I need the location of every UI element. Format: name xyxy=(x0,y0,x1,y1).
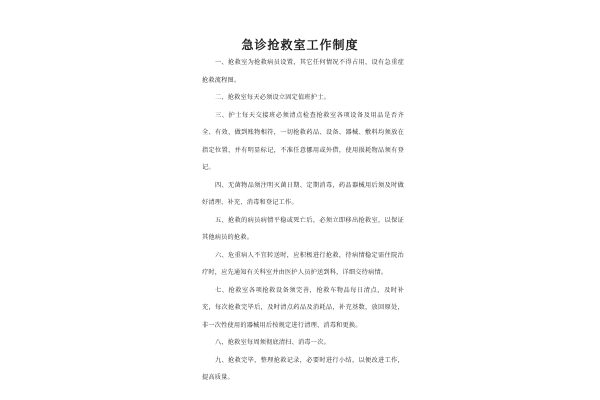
paragraph-1: 一、抢救室为抢救病员设置，其它任何情况不得占用，设有急重症抢救流程图。 xyxy=(202,59,404,84)
paragraph-9: 九、抢救完毕，整理抢救记录，必要时进行小结，以便改进工作，提高质量。 xyxy=(202,356,404,381)
paragraph-4: 四、无菌物品须注明灭菌日期、定期消毒，药品器械用后须及时做好清理、补充、消毒和登记工作。 xyxy=(202,181,404,206)
document-body xyxy=(202,54,404,387)
paragraph-7: 七、抢救室各项抢救设备须完善，抢救车物品每日清点，及时补充，每次抢救完毕后，及时清点药品及消耗品，补充基数，放回原处，非一次性使用的器械用后按规定进行清理、消毒和更换。 xyxy=(202,286,404,329)
document-title: 急诊抢救室工作制度 xyxy=(241,38,359,52)
paragraph-5: 五、抢救的病员病情平稳或死亡后，必须立即移出抢救室，以保证其他病员的抢救。 xyxy=(202,216,404,241)
paragraph-2: 二、抢救室每天必须设立固定值班护士。 xyxy=(215,94,330,101)
paragraph-6: 六、危重病人不宜转送时，应积极进行抢救，待病情稳定需住院治疗时，应先通知有关科室并由医护人员护送到科，详细交待病情。 xyxy=(202,251,404,276)
paragraph-8: 八、抢救室每周须彻底清扫、消毒一次。 xyxy=(215,339,330,346)
paragraph-3: 三、护士每天交接班必须清点检查抢救室各项设备及用品是否齐全、有效，做到账物相符，一切抢救药品、设备、器械、敷料均须放在指定位置，并有明显标记，不准任意挪用或外借，使用损耗物品须有登记。 xyxy=(202,111,404,171)
